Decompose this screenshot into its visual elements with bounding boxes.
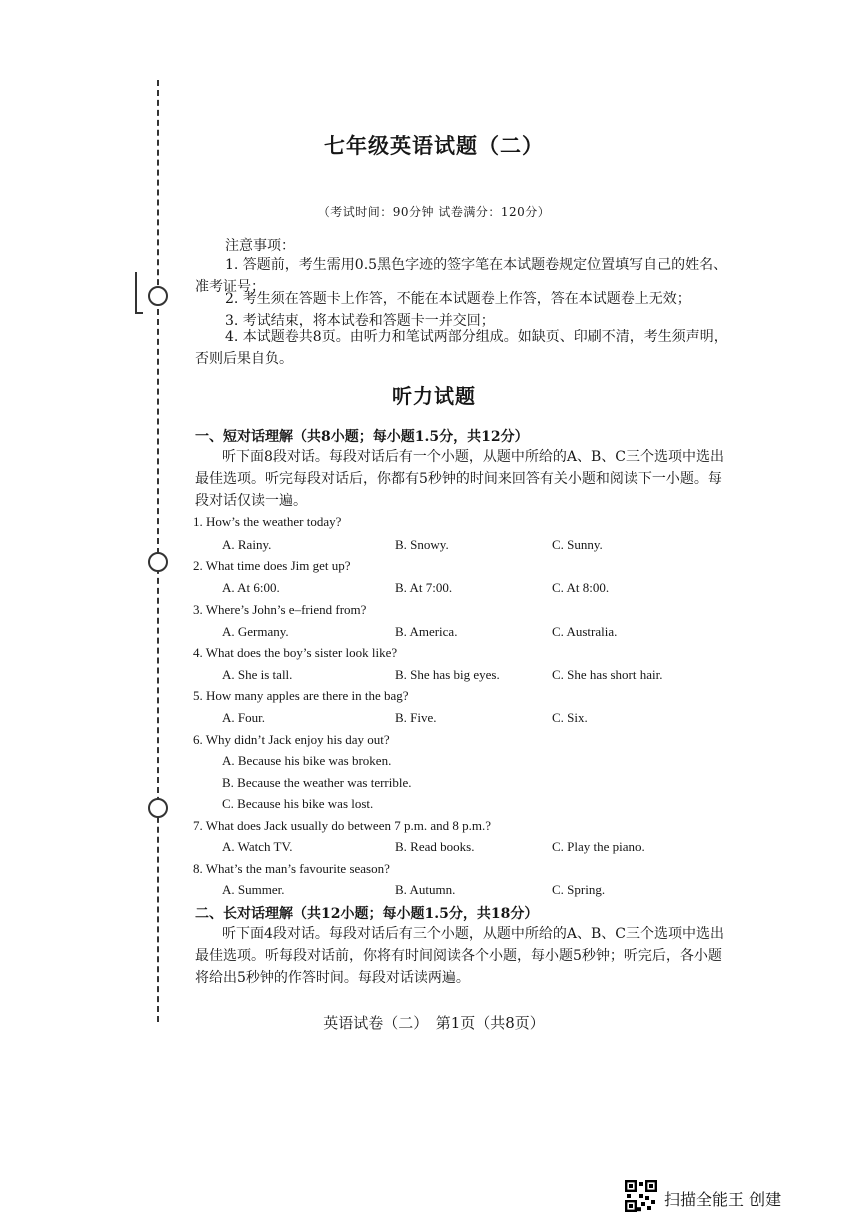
option-a: A. At 6:00. (222, 580, 280, 595)
part2-instruction: 听下面4段对话。每段对话后有三个小题，从题中所给的A、B、C三个选项中选出最佳选项。听每段对话前，你将有时间阅读各个小题，每小题5秒钟；听完后，各小题将给出5秒钟的作答时间。每段对话读两遍。 (195, 926, 725, 986)
part2-heading: 二、长对话理解（共12小题；每小题1.5分，共18分） (195, 906, 539, 922)
question-text: 4. What does the boy’s sister look like? (193, 645, 398, 660)
question-text: 1. How’s the weather today? (193, 514, 342, 529)
option-a: A. Summer. (222, 882, 285, 897)
option-b: B. Five. (395, 710, 437, 725)
exam-info: （考试时间：90分钟 试卷满分：120分） (317, 205, 551, 219)
option-b: B. At 7:00. (395, 580, 453, 595)
note-item: 3. 考试结束，将本试卷和答题卡一并交回； (225, 313, 495, 329)
option-c: C. Spring. (552, 882, 606, 897)
option-c: C. Sunny. (552, 537, 603, 552)
option-c: C. Because his bike was lost. (222, 796, 374, 811)
option-a: A. Because his bike was broken. (222, 753, 392, 768)
option-a: A. Four. (222, 710, 265, 725)
binding-hole-1 (148, 286, 168, 306)
option-b: B. Because the weather was terrible. (222, 775, 412, 790)
option-a: A. Germany. (222, 624, 289, 639)
option-c: C. At 8:00. (552, 580, 610, 595)
question-text: 2. What time does Jim get up? (193, 558, 351, 573)
note-item: 1. 答题前，考生需用0.5黑色字迹的签字笔在本试题卷规定位置填写自己的姓名、准考证号； (195, 257, 728, 295)
option-c: C. Six. (552, 710, 588, 725)
question-text: 7. What does Jack usually do between 7 p.m. and 8 p.m.? (193, 818, 491, 833)
part1-heading: 一、短对话理解（共8小题；每小题1.5分，共12分） (195, 429, 529, 445)
option-b: B. America. (395, 624, 458, 639)
qr-code-icon (625, 1180, 657, 1212)
option-b: B. Snowy. (395, 537, 449, 552)
question-text: 3. Where’s John’s e–friend from? (193, 602, 367, 617)
binding-hole-2 (148, 552, 168, 572)
notes-heading: 注意事项： (225, 238, 295, 254)
option-c: C. She has short hair. (552, 667, 663, 682)
binding-hole-3 (148, 798, 168, 818)
section-title: 听力试题 (392, 384, 476, 408)
option-b: B. Autumn. (395, 882, 456, 897)
scanner-watermark: 扫描全能王 创建 (664, 1190, 782, 1209)
note-item: 4. 本试题卷共8页。由听力和笔试两部分组成。如缺页、印刷不清，考生须声明，否则后果自负。 (195, 329, 728, 367)
question-text: 5. How many apples are there in the bag? (193, 688, 409, 703)
option-a: A. She is tall. (222, 667, 293, 682)
page-footer: 英语试卷（二） 第1页（共8页） (323, 1014, 545, 1032)
question-text: 6. Why didn’t Jack enjoy his day out? (193, 732, 390, 747)
option-c: C. Play the piano. (552, 839, 645, 854)
option-c: C. Australia. (552, 624, 618, 639)
binding-mark (135, 272, 137, 314)
question-text: 8. What’s the man’s favourite season? (193, 861, 390, 876)
option-a: A. Watch TV. (222, 839, 293, 854)
option-a: A. Rainy. (222, 537, 272, 552)
note-item: 2. 考生须在答题卡上作答，不能在本试题卷上作答，答在本试题卷上无效； (225, 291, 691, 307)
binding-dashed-line (157, 80, 159, 1022)
option-b: B. Read books. (395, 839, 475, 854)
exam-title: 七年级英语试题（二） (324, 133, 544, 158)
binding-mark-foot (135, 312, 143, 314)
part1-instruction: 听下面8段对话。每段对话后有一个小题，从题中所给的A、B、C三个选项中选出最佳选项。听完每段对话后，你都有5秒钟的时间来回答有关小题和阅读下一小题。每段对话仅读一遍。 (195, 449, 725, 509)
option-b: B. She has big eyes. (395, 667, 500, 682)
